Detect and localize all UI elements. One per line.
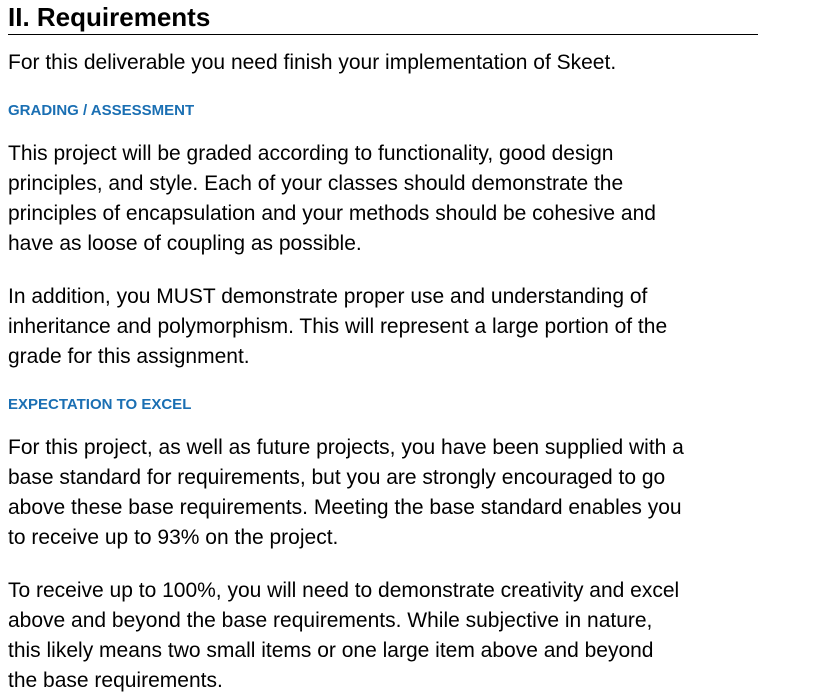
- subheading-excel: EXPECTATION TO EXCEL: [8, 396, 192, 413]
- text-line: principles of encapsulation and your methods should be cohesive and: [8, 202, 656, 225]
- subheading-grading: GRADING / ASSESSMENT: [8, 102, 195, 119]
- text-line: this likely means two small items or one large item above and beyond: [8, 639, 654, 662]
- text-line: This project will be graded according to functionality, good design: [8, 142, 614, 165]
- text-line: to receive up to 93% on the project.: [8, 526, 339, 549]
- text-line: For this deliverable you need finish your implementation of Skeet.: [8, 51, 617, 74]
- text-line: the base requirements.: [8, 669, 223, 692]
- text-line: above these base requirements. Meeting the base standard enables you: [8, 496, 682, 519]
- grading-paragraph-2: [8, 282, 829, 372]
- intro-paragraph: [8, 48, 829, 78]
- grading-paragraph-1: [8, 139, 829, 259]
- text-line: inheritance and polymorphism. This will represent a large portion of the: [8, 315, 668, 338]
- text-line: In addition, you MUST demonstrate proper use and understanding of: [8, 285, 648, 308]
- text-line: To receive up to 100%, you will need to demonstrate creativity and excel: [8, 579, 680, 602]
- text-line: grade for this assignment.: [8, 345, 250, 368]
- text-line: For this project, as well as future projects, you have been supplied with a: [8, 436, 684, 459]
- text-line: above and beyond the base requirements. While subjective in nature,: [8, 609, 653, 632]
- text-line: have as loose of coupling as possible.: [8, 232, 362, 255]
- excel-paragraph-2: [8, 576, 829, 696]
- excel-paragraph-1: [8, 433, 829, 553]
- text-line: principles, and style. Each of your classes should demonstrate the: [8, 172, 624, 195]
- text-line: base standard for requirements, but you are strongly encouraged to go: [8, 466, 666, 489]
- section-title: II. Requirements: [8, 0, 758, 35]
